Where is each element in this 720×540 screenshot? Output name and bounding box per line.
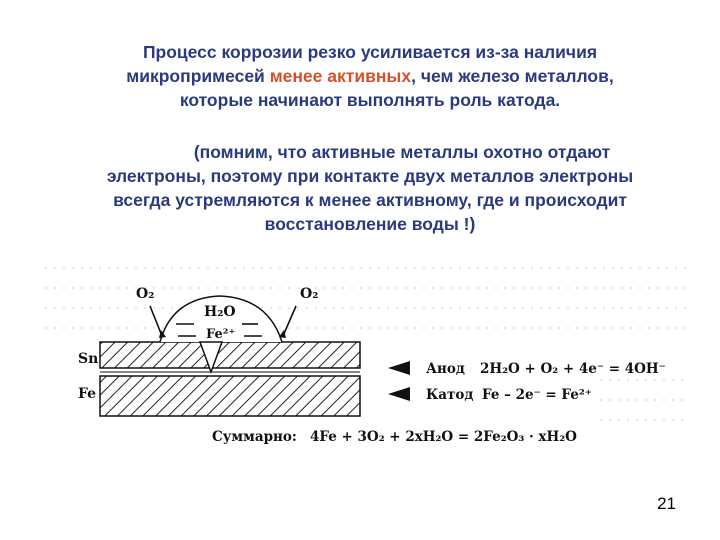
corrosion-diagram: [0, 240, 720, 470]
intro-line-2: [40, 64, 700, 88]
o2-right-label: O₂: [300, 286, 319, 302]
note-line-3: всегда устремляются к менее активному, где и происходит: [113, 190, 627, 210]
fe-label: Fe: [78, 386, 97, 402]
intro-line-2-start: микропримесей: [126, 66, 270, 86]
summary-label: Суммарно:: [212, 429, 297, 445]
note-line-1-text: (помним, что активные металлы охотно отдают: [193, 142, 611, 162]
anode-arrow: [388, 361, 410, 375]
anode-label: Анод: [426, 361, 465, 377]
anode-equation: 2H₂O + O₂ + 4e⁻ = 4OH⁻: [480, 361, 666, 377]
water-label: H₂O: [204, 304, 236, 320]
cathode-label: Катод: [426, 387, 474, 403]
o2-left-label: O₂: [136, 286, 155, 302]
summary-equation: 4Fe + 3O₂ + 2xH₂O = 2Fe₂O₃ · xH₂O: [310, 429, 577, 445]
cathode-equation: Fe – 2e⁻ = Fe²⁺: [482, 387, 592, 403]
note-line-1: [40, 140, 700, 164]
intro-line-1: Процесс коррозии резко усиливается из-за наличия: [142, 42, 598, 62]
intro-line-3: которые начинают выполнять роль катода.: [179, 90, 561, 110]
note-line-4: восстановление воды !): [264, 214, 476, 234]
cathode-arrow: [388, 387, 410, 401]
iron-ion-label: Fe²⁺: [206, 327, 236, 342]
intro-line-2-end: , чем железо металлов,: [411, 66, 614, 86]
sn-layer: [100, 342, 360, 368]
intro-paragraph: [40, 40, 700, 112]
note-paragraph: [40, 140, 700, 236]
fe-layer: [100, 376, 360, 416]
sn-label: Sn: [78, 351, 99, 367]
note-line-2: электроны, поэтому при контакте двух металлов электроны: [106, 166, 634, 186]
less-active-highlight: менее активных: [269, 66, 412, 86]
page-number: 21: [657, 494, 676, 513]
